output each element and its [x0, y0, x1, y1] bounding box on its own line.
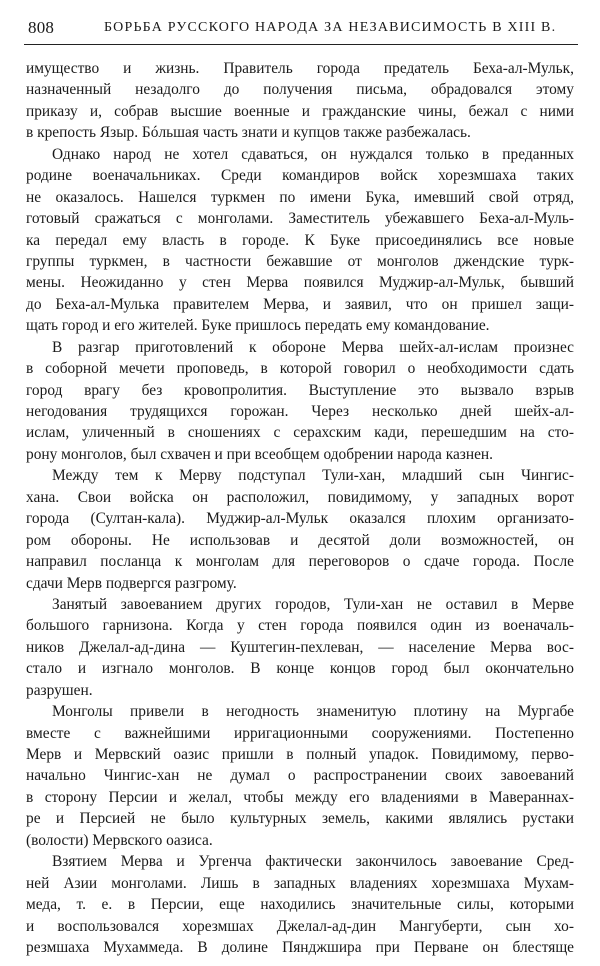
text-line: ней Азии монголами. Лишь в западных владениях хорезмшаха Мухам- [26, 874, 574, 892]
text-line: ре и Персией не было культурных земель, какими являлись рустаки [26, 810, 574, 828]
body-text [26, 58, 574, 958]
text-line: ром обороны. Не использовав и десятой доли возможностей, он [26, 531, 574, 549]
text-line: в соборной мечети проповедь, в которой говорил о необходимости сдать [26, 360, 574, 378]
text-line: приказу и, собрав высшие военные и гражданские чины, бежал с ними [26, 102, 574, 120]
text-line: мены. Неожиданно у стен Мерва появился Муджир-ал-Мульк, бывший [26, 274, 574, 292]
running-title: БОРЬБА РУССКОГО НАРОДА ЗА НЕЗАВИСИМОСТЬ В XIII В. [104, 20, 557, 35]
text-line: назначенный незадолго до получения письма, обрадовался этому [26, 81, 574, 99]
text-line: большого гарнизона. Когда у стен города появился один из военачаль- [26, 617, 574, 635]
text-line: щать город и его жителей. Буке пришлось передать ему командование. [26, 317, 490, 335]
text-line: хана. Свои войска он расположил, повидимому, у западных ворот [26, 488, 574, 506]
text-line: города (Султан-кала). Муджир-ал-Мульк оказался плохим организато- [26, 510, 574, 528]
text-line: Однако народ не хотел сдаваться, он нуждался только в преданных [52, 145, 574, 163]
text-line: группы туркмен, в частности бежавшие от монголов джендские турк- [26, 252, 574, 270]
text-line: имущество и жизнь. Правитель города предатель Беха-ал-Мульк, [26, 60, 574, 77]
text-line: Взятием Мерва и Ургенча фактически закончилось завоевание Сред- [52, 853, 574, 871]
text-line: сдачи Мерв подвергся разгрому. [26, 574, 237, 592]
text-line: Между тем к Мерву подступал Тули-хан, младший сын Чингис- [52, 467, 574, 485]
text-line: В разгар приготовлений к обороне Мерва шейх-ал-ислам произнес [52, 338, 574, 356]
text-line: меда, т. е. в Персии, еще находились значительные силы, которыми [26, 896, 574, 914]
text-line: ислам, уличенный в сношениях с серахским кади, перешедшим на сто- [26, 424, 574, 442]
text-line: разрушен. [26, 681, 93, 699]
text-line: стало и изгнало монголов. В конце концов город был окончательно [26, 660, 574, 678]
text-line: направил посланца к монголам для переговоров о сдаче города. После [26, 553, 574, 571]
text-line: родине военачальниках. Среди командиров войск хорезмшаха таких [26, 167, 574, 185]
text-line: готовый сражаться с монголами. Заместитель убежавшего Беха-ал-Муль- [26, 210, 574, 228]
text-line: в сторону Персии и желал, чтобы между его владениями в Мавераннах- [26, 788, 574, 806]
text-line: до Беха-ал-Мулька правителем Мерва, и заявил, что он пришел защи- [26, 295, 574, 313]
text-line: рону монголов, был схвачен и при всеобщем одобрении народа казнен. [26, 445, 494, 463]
text-line: и воспользовался хорезмшах Джелал-ад-дин Мангуберти, сын хо- [26, 917, 574, 935]
text-line: ка передал ему власть в городе. К Буке присоединялись все новые [26, 231, 574, 249]
text-line: резмшаха Мухаммеда. В долине Пянджшира при Перване он блестяще [26, 938, 574, 956]
text-line: не оказалось. Нашелся туркмен по имени Бука, имевший свой отряд, [26, 188, 574, 206]
text-line: в крепость Языр. Бóльшая часть знати и купцов также разбежалась. [26, 124, 471, 142]
text-line: начально Чингис-хан не думал о распространении своих завоеваний [26, 767, 574, 785]
page-number: 808 [28, 18, 55, 37]
text-line: негодования трудящихся горожан. Через несколько дней шейх-ал- [26, 403, 574, 420]
text-line: Монголы привели в негодность знаменитую плотину на Мургабе [52, 703, 574, 721]
text-line: ников Джелал-ад-дина — Куштегин-пехлеван, — население Мерва вос- [26, 638, 574, 656]
page-header [24, 14, 578, 45]
text-line: Занятый завоеванием других городов, Тули-хан не оставил в Мерве [52, 595, 574, 613]
text-line: (волости) Мервского оазиса. [26, 831, 213, 849]
text-line: вместе с важнейшими ирригационными сооружениями. Постепенно [26, 724, 574, 742]
text-line: Мерв и Мервский оазис пришли в полный упадок. Повидимому, перво- [26, 746, 574, 763]
text-line: город врагу без кровопролития. Выступление это вызвало взрыв [26, 381, 574, 399]
